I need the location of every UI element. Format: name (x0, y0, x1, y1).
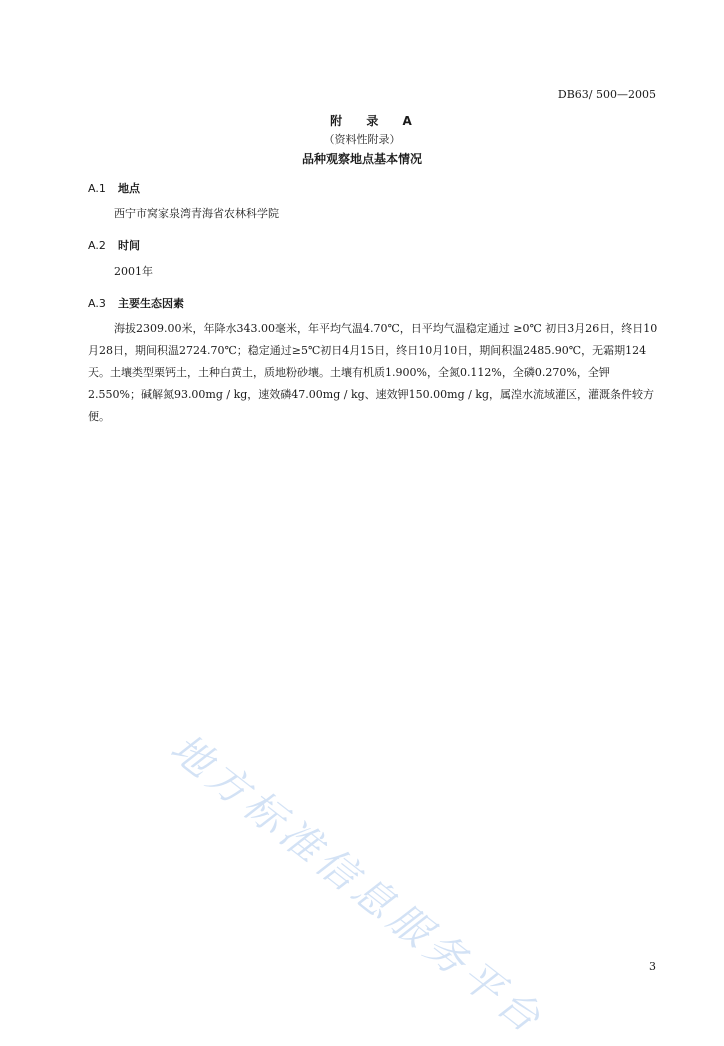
appendix-caption: 品种观察地点基本情况 (301, 152, 422, 166)
appendix-subtitle: （资料性附录） (323, 133, 401, 146)
watermark-text: 地方标准信息服务平台 (161, 725, 553, 1045)
section-body-a2: 2001年 (114, 265, 153, 278)
section-heading-a1 (88, 180, 140, 196)
section-label: 主要生态因素 (118, 297, 184, 310)
section-number: A.2 (88, 239, 106, 252)
section-number: A.1 (88, 182, 106, 195)
section-body-a1: 西宁市窝家泉湾青海省农林科学院 (114, 207, 279, 220)
section-label: 地点 (118, 182, 140, 195)
section-body-a3: 海拔2309.00米，年降水343.00毫米，年平均气温4.70℃，日平均气温稳定通过 ≥0℃ 初日3月26日，终日10月28日，期间积温2724.70℃；稳定通过≥5℃初日4月15日，终日10月10日，期间积温2485.90℃，无霜期124天。土壤类型栗钙土，土种白黄土，质地粉砂壤。土壤有机质1.900%，全氮0.112%，全磷0.270%，全钾2.550%；碱解氮93.00mg / kg，速效磷47.00mg / kg、速效钾150.00mg / kg，属湟水流域灌区，灌溉条件较方便。 (88, 322, 658, 423)
appendix-title: 附 录 A (330, 114, 422, 128)
page-number: 3 (649, 960, 656, 973)
section-label: 时间 (118, 239, 140, 252)
section-heading-a3 (88, 295, 184, 311)
document-code: DB63/ 500—2005 (557, 88, 656, 101)
section-number: A.3 (88, 297, 106, 310)
section-heading-a2 (88, 237, 140, 253)
